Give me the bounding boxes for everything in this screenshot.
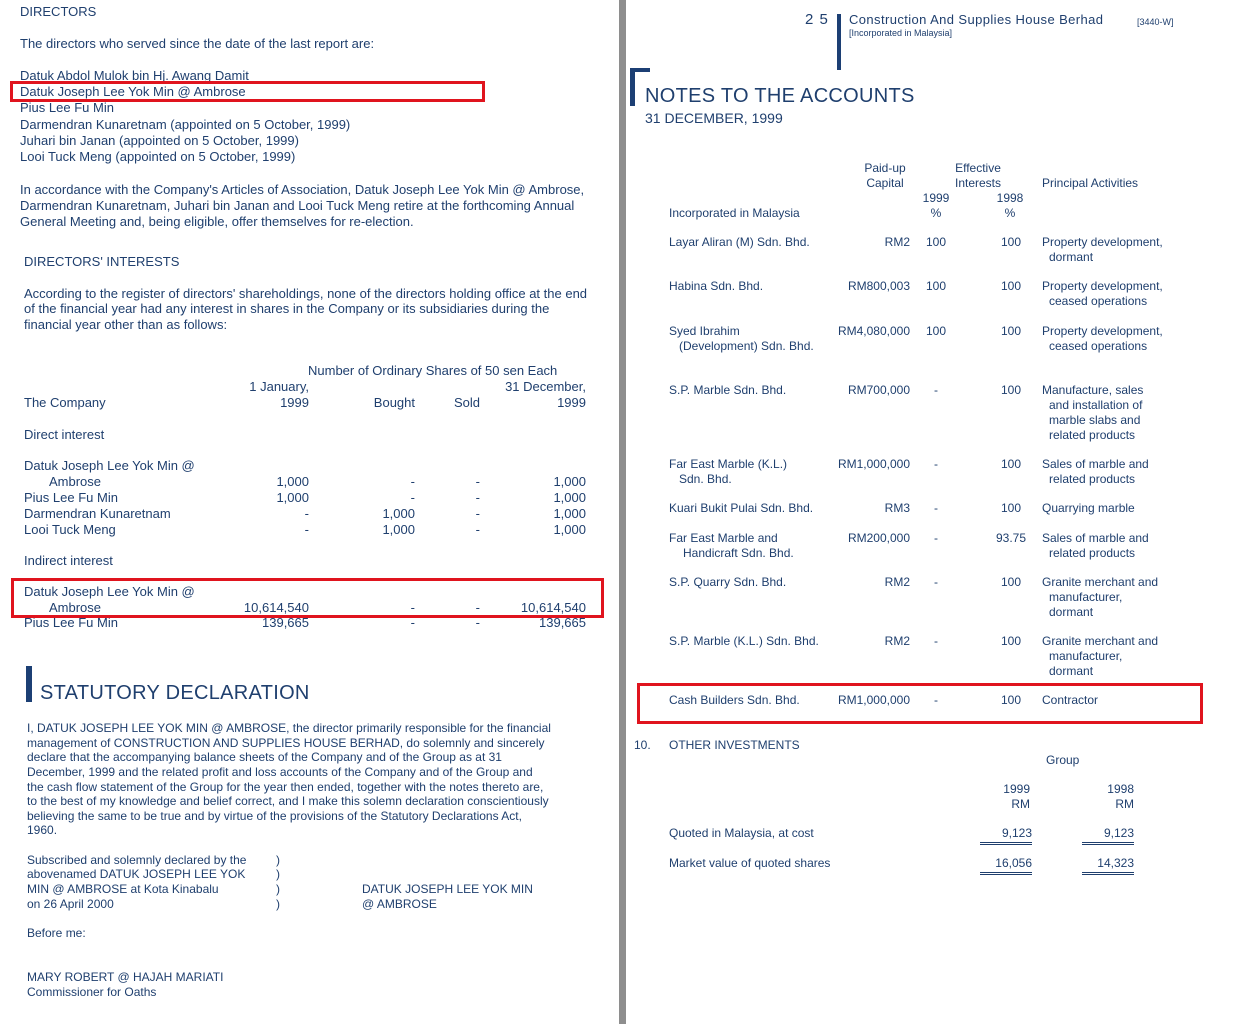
row-company: S.P. Marble Sdn. Bhd. — [669, 383, 787, 397]
highlight-box-indirect — [11, 578, 604, 618]
table-entity: The Company — [24, 395, 106, 410]
cell-activity-cont: related products — [1049, 546, 1136, 560]
cell-1998: 100 — [1000, 279, 1021, 293]
cell-sold: - — [475, 615, 480, 630]
cell-sold: - — [475, 474, 480, 489]
interests-heading: DIRECTORS' INTERESTS — [24, 254, 180, 269]
cell-jan: 10,614,540 — [243, 600, 309, 615]
row-label: Market value of quoted shares — [669, 856, 831, 870]
cell-activity: Sales of marble and — [1042, 457, 1149, 471]
col-header-interests: Interests — [954, 176, 1002, 190]
group-heading: Incorporated in Malaysia — [669, 206, 800, 220]
company-reg: [3440-W] — [1137, 17, 1174, 27]
row-name: Pius Lee Fu Min — [24, 490, 118, 505]
cell-1999: - — [934, 383, 938, 397]
director-name: Looi Tuck Meng (appointed on 5 October, 1999) — [20, 149, 296, 164]
cell-capital: RM700,000 — [847, 383, 910, 397]
cell-activity-cont: ceased operations — [1049, 294, 1148, 308]
indirect-heading: Indirect interest — [24, 553, 113, 568]
row-name: Datuk Joseph Lee Yok Min @ — [24, 458, 195, 473]
commissioner-name: MARY ROBERT @ HAJAH MARIATI — [27, 970, 224, 984]
director-name: Juhari bin Janan (appointed on 5 October, 1999) — [20, 133, 299, 148]
cell-sold: - — [475, 506, 480, 521]
col-header-pct: % — [930, 206, 942, 220]
cell-activity: Contractor — [1042, 693, 1099, 707]
signatory-name: DATUK JOSEPH LEE YOK MIN — [362, 882, 533, 896]
cell-capital: RM1,000,000 — [837, 693, 910, 707]
row-label: Quoted in Malaysia, at cost — [669, 826, 814, 840]
cell-activity: Quarrying marble — [1042, 501, 1135, 515]
paragraph-line: believing the same to be true and by virtue of the provisions of the Statutory Declarations Act, — [27, 809, 522, 823]
row-company: Habina Sdn. Bhd. — [669, 279, 764, 293]
cell-dec: 1,000 — [553, 522, 586, 537]
director-name: Darmendran Kunaretnam (appointed on 5 October, 1999) — [20, 117, 351, 132]
cell-bought: 1,000 — [382, 522, 415, 537]
directors-heading: DIRECTORS — [20, 4, 97, 19]
cell-1998: 100 — [1000, 501, 1021, 515]
cell-dec: 10,614,540 — [520, 600, 586, 615]
cell-1999: - — [934, 575, 938, 589]
cell-jan: 139,665 — [262, 615, 309, 630]
col-header-jan: 1 January, — [249, 379, 309, 394]
cell-activity-cont: ceased operations — [1049, 339, 1148, 353]
row-company-cont: (Development) Sdn. Bhd. — [679, 339, 814, 353]
row-company: Far East Marble (K.L.) — [669, 457, 788, 471]
cell-1998: 100 — [1000, 324, 1021, 338]
paragraph-line: General Meeting and, being eligible, offer themselves for re-election. — [20, 214, 414, 229]
cell-capital: RM200,000 — [847, 531, 910, 545]
notes-date: 31 DECEMBER, 1999 — [645, 110, 783, 126]
incorporated-note: [Incorporated in Malaysia] — [849, 28, 953, 38]
paragraph-line: declare that the accompanying balance sheets of the Company and of the Group as at 31 — [27, 750, 502, 764]
cell-sold: - — [475, 522, 480, 537]
group-label: Group — [1046, 753, 1080, 767]
col-header-dec: 31 December, — [505, 379, 586, 394]
col-header-capital: Capital — [866, 176, 904, 190]
paragraph-line: Darmendran Kunaretnam, Juhari bin Janan and Looi Tuck Meng retire at the forthcoming Annual — [20, 198, 575, 213]
cell-capital: RM2 — [884, 235, 910, 249]
cell-capital: RM4,080,000 — [837, 324, 910, 338]
left-page — [0, 0, 619, 1024]
page-divider — [619, 0, 626, 1024]
paragraph-line: December, 1999 and the related profit and loss accounts of the Company and of the Group and — [27, 765, 533, 779]
cell-activity-cont: dormant — [1049, 664, 1094, 678]
cell-activity-cont: manufacturer, — [1049, 590, 1123, 604]
cell-jan: - — [304, 522, 309, 537]
section-accent-bar — [630, 68, 635, 106]
other-inv-title: OTHER INVESTMENTS — [669, 738, 800, 752]
cell-bought: - — [410, 600, 415, 615]
cell-capital: RM1,000,000 — [837, 457, 910, 471]
cell-1999: - — [934, 693, 938, 707]
notes-title: NOTES TO THE ACCOUNTS — [645, 85, 915, 107]
subscribed-line: MIN @ AMBROSE at Kota Kinabalu — [27, 882, 219, 896]
cell-activity: Property development, — [1042, 235, 1163, 249]
row-name-cont: Ambrose — [49, 600, 102, 615]
cell-1998: 100 — [1000, 693, 1021, 707]
cell-1999: 100 — [925, 279, 947, 293]
cell-activity: Granite merchant and — [1042, 634, 1159, 648]
cell-bought: - — [410, 615, 415, 630]
row-company: Syed Ibrahim — [669, 324, 740, 338]
cell-1999: - — [934, 634, 938, 648]
note-number: 10. — [634, 738, 651, 752]
cell-dec: 139,665 — [539, 615, 586, 630]
cell-capital: RM2 — [884, 634, 910, 648]
col-header-effective: Effective — [955, 161, 1001, 175]
cell-activity: Sales of marble and — [1042, 531, 1149, 545]
page-number: 2 5 — [805, 11, 829, 28]
right-page — [626, 0, 1244, 1024]
row-company: Far East Marble and — [669, 531, 778, 545]
cell-activity: Property development, — [1042, 324, 1163, 338]
cell-1999: 16,056 — [980, 855, 1032, 875]
row-name: Looi Tuck Meng — [24, 522, 116, 537]
direct-heading: Direct interest — [24, 427, 105, 442]
col-unit-rm: RM — [1011, 797, 1030, 811]
subscribed-line: Subscribed and solemnly declared by the — [27, 853, 247, 867]
table-caption: Number of Ordinary Shares of 50 sen Each — [308, 363, 558, 378]
cell-capital: RM3 — [884, 501, 910, 515]
cell-activity: Manufacture, sales — [1042, 383, 1144, 397]
cell-bought: - — [410, 474, 415, 489]
section-accent-bar — [26, 666, 32, 702]
section-accent-bar-top — [630, 68, 650, 72]
cell-1998: 9,123 — [1082, 825, 1134, 845]
col-header-sold: Sold — [453, 395, 480, 410]
row-company-cont: Handicraft Sdn. Bhd. — [683, 546, 794, 560]
col-header-pct: % — [1004, 206, 1016, 220]
bracket-glyph: ) — [276, 867, 280, 881]
col-header-1998: 1998 — [1107, 782, 1134, 796]
director-name: Pius Lee Fu Min — [20, 100, 114, 115]
company-name: Construction And Supplies House Berhad — [849, 12, 1104, 27]
paragraph-line: management of CONSTRUCTION AND SUPPLIES HOUSE BERHAD, do solemnly and sincerely — [27, 736, 545, 750]
cell-jan: 1,000 — [276, 490, 309, 505]
cell-activity-cont: dormant — [1049, 250, 1094, 264]
paragraph-line: the cash flow statement of the Group for the year then ended, together with the notes thereto are, — [27, 780, 544, 794]
row-name: Pius Lee Fu Min — [24, 615, 118, 630]
paragraph-line: In accordance with the Company's Articles of Association, Datuk Joseph Lee Yok Min @ Ambrose, — [20, 182, 585, 197]
cell-capital: RM2 — [884, 575, 910, 589]
cell-dec: 1,000 — [553, 490, 586, 505]
cell-activity: Granite merchant and — [1042, 575, 1159, 589]
cell-sold: - — [475, 600, 480, 615]
paragraph-line: of the financial year had any interest in shares in the Company or its subsidiaries during the — [24, 301, 550, 316]
cell-1998: 93.75 — [995, 531, 1026, 545]
cell-1998: 100 — [1000, 575, 1021, 589]
cell-sold: - — [475, 490, 480, 505]
subscribed-line: on 26 April 2000 — [27, 897, 114, 911]
paragraph-line: According to the register of directors' shareholdings, none of the directors holding office at the end — [24, 286, 588, 301]
col-header-1998: 1998 — [996, 191, 1024, 205]
commissioner-title: Commissioner for Oaths — [27, 985, 157, 999]
col-header-1999: 1999 — [922, 191, 950, 205]
col-header-jan-year: 1999 — [280, 395, 309, 410]
cell-dec: 1,000 — [553, 474, 586, 489]
row-name: Datuk Joseph Lee Yok Min @ — [24, 584, 195, 599]
bracket-glyph: ) — [276, 882, 280, 896]
cell-capital: RM800,003 — [847, 279, 910, 293]
cell-jan: 1,000 — [276, 474, 309, 489]
directors-intro: The directors who served since the date of the last report are: — [20, 36, 375, 51]
row-name: Darmendran Kunaretnam — [24, 506, 171, 521]
statutory-title: STATUTORY DECLARATION — [40, 682, 310, 704]
cell-dec: 1,000 — [553, 506, 586, 521]
cell-1999: - — [934, 501, 938, 515]
cell-bought: 1,000 — [382, 506, 415, 521]
paragraph-line: I, DATUK JOSEPH LEE YOK MIN @ AMBROSE, the director primarily responsible for the financial — [27, 721, 551, 735]
cell-1998: 100 — [1000, 634, 1021, 648]
paragraph-line: to the best of my knowledge and belief correct, and I make this solemn declaration conscientiously — [27, 794, 549, 808]
row-company-cont: Sdn. Bhd. — [679, 472, 732, 486]
highlight-box-director — [10, 81, 485, 102]
cell-1999: - — [934, 457, 938, 471]
signatory-name-cont: @ AMBROSE — [362, 897, 437, 911]
cell-activity-cont: related products — [1049, 472, 1136, 486]
cell-activity-cont: related products — [1049, 428, 1136, 442]
row-company: S.P. Marble (K.L.) Sdn. Bhd. — [669, 634, 819, 648]
row-company: Layar Aliran (M) Sdn. Bhd. — [669, 235, 810, 249]
cell-bought: - — [410, 490, 415, 505]
bracket-glyph: ) — [276, 853, 280, 867]
col-header-activities: Principal Activities — [1042, 176, 1139, 190]
cell-activity-cont: marble slabs and — [1049, 413, 1141, 427]
cell-jan: - — [304, 506, 309, 521]
director-name: Datuk Joseph Lee Yok Min @ Ambrose — [20, 84, 246, 99]
cell-1998: 14,323 — [1082, 855, 1134, 875]
cell-activity-cont: manufacturer, — [1049, 649, 1123, 663]
cell-1999: 100 — [925, 324, 947, 338]
row-company: Kuari Bukit Pulai Sdn. Bhd. — [669, 501, 814, 515]
col-header-paidup: Paid-up — [864, 161, 906, 175]
cell-1998: 100 — [1000, 383, 1021, 397]
row-company: Cash Builders Sdn. Bhd. — [669, 693, 800, 707]
bracket-glyph: ) — [276, 897, 280, 911]
row-name-cont: Ambrose — [49, 474, 102, 489]
col-unit-rm: RM — [1115, 797, 1134, 811]
highlight-box-cash-builders — [637, 683, 1203, 724]
row-company: S.P. Quarry Sdn. Bhd. — [669, 575, 787, 589]
cell-activity-cont: and installation of — [1049, 398, 1143, 412]
paragraph-line: 1960. — [27, 823, 58, 837]
col-header-1999: 1999 — [1003, 782, 1030, 796]
before-me-label: Before me: — [27, 926, 86, 940]
director-name: Datuk Abdol Mulok bin Hj. Awang Damit — [20, 68, 249, 83]
cell-activity: Property development, — [1042, 279, 1163, 293]
cell-activity-cont: dormant — [1049, 605, 1094, 619]
col-header-dec-year: 1999 — [557, 395, 586, 410]
cell-1999: 9,123 — [980, 825, 1032, 845]
cell-1998: 100 — [1000, 457, 1021, 471]
cell-1998: 100 — [1000, 235, 1021, 249]
header-accent-bar — [837, 14, 841, 70]
col-header-bought: Bought — [373, 395, 415, 410]
subscribed-line: abovenamed DATUK JOSEPH LEE YOK — [27, 867, 246, 881]
paragraph-line: financial year other than as follows: — [24, 317, 228, 332]
cell-1999: - — [934, 531, 938, 545]
cell-1999: 100 — [925, 235, 947, 249]
